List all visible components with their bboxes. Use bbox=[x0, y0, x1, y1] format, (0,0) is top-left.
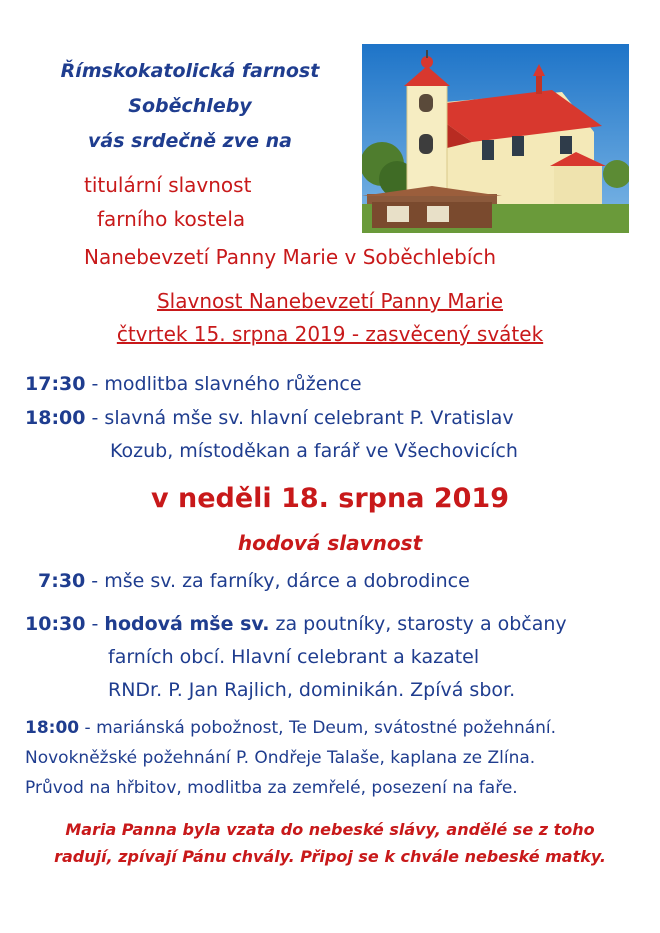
church-photo bbox=[362, 44, 629, 233]
sunday-event-1 bbox=[38, 570, 470, 592]
sunday-event-2-line2: farních obcí. Hlavní celebrant a kazatel bbox=[108, 646, 480, 668]
thursday-event-1 bbox=[25, 373, 362, 395]
event-text: - mariánská pobožnost, Te Deum, svátostné požehnání. bbox=[79, 718, 557, 738]
sunday-event-2 bbox=[25, 613, 567, 635]
event-text: - modlitba slavného růžence bbox=[85, 373, 362, 395]
thursday-event-2 bbox=[25, 407, 514, 429]
event-time: 10:30 bbox=[25, 613, 86, 635]
event-text: za poutníky, starosty a občany bbox=[269, 613, 567, 635]
sunday-event-3-line3: Průvod na hřbitov, modlitba za zemřelé, posezení na faře. bbox=[25, 778, 518, 798]
parish-name: Římskokatolická farnost bbox=[60, 60, 320, 82]
event-highlight: hodová mše sv. bbox=[104, 613, 270, 635]
sunday-event-3-line2: Novokněžské požehnání P. Ondřeje Talaše, kaplana ze Zlína. bbox=[25, 748, 536, 768]
event-text: - slavná mše sv. hlavní celebrant P. Vratislav bbox=[85, 407, 514, 429]
sunday-subtitle: hodová slavnost bbox=[237, 531, 423, 555]
event-time: 18:00 bbox=[25, 407, 86, 429]
closing-quote-line-1: Maria Panna byla vzata do nebeské slávy, andělé se z toho bbox=[65, 820, 595, 839]
feast-name: Slavnost Nanebevzetí Panny Marie bbox=[156, 289, 504, 313]
sunday-event-3 bbox=[25, 718, 556, 738]
title-line-3: Nanebevzetí Panny Marie v Soběchlebích bbox=[84, 245, 497, 269]
event-time: 17:30 bbox=[25, 373, 86, 395]
invitation-text: vás srdečně zve na bbox=[88, 130, 292, 152]
feast-date: čtvrtek 15. srpna 2019 - zasvěcený svátek bbox=[116, 322, 544, 346]
event-time: 7:30 bbox=[38, 570, 86, 592]
event-dash: - bbox=[85, 613, 105, 635]
parish-village: Soběchleby bbox=[128, 95, 252, 117]
event-text: - mše sv. za farníky, dárce a dobrodince bbox=[85, 570, 470, 592]
title-line-2: farního kostela bbox=[97, 207, 246, 231]
sunday-date: v neděli 18. srpna 2019 bbox=[150, 483, 509, 514]
thursday-event-2-cont: Kozub, místoděkan a farář ve Všechovicích bbox=[110, 440, 518, 462]
closing-quote-line-2: radují, zpívají Pánu chvály. Připoj se k chvále nebeské matky. bbox=[54, 847, 606, 866]
title-line-1: titulární slavnost bbox=[84, 173, 252, 197]
sunday-event-2-line3: RNDr. P. Jan Rajlich, dominikán. Zpívá sbor. bbox=[108, 679, 516, 701]
event-time: 18:00 bbox=[25, 718, 80, 738]
